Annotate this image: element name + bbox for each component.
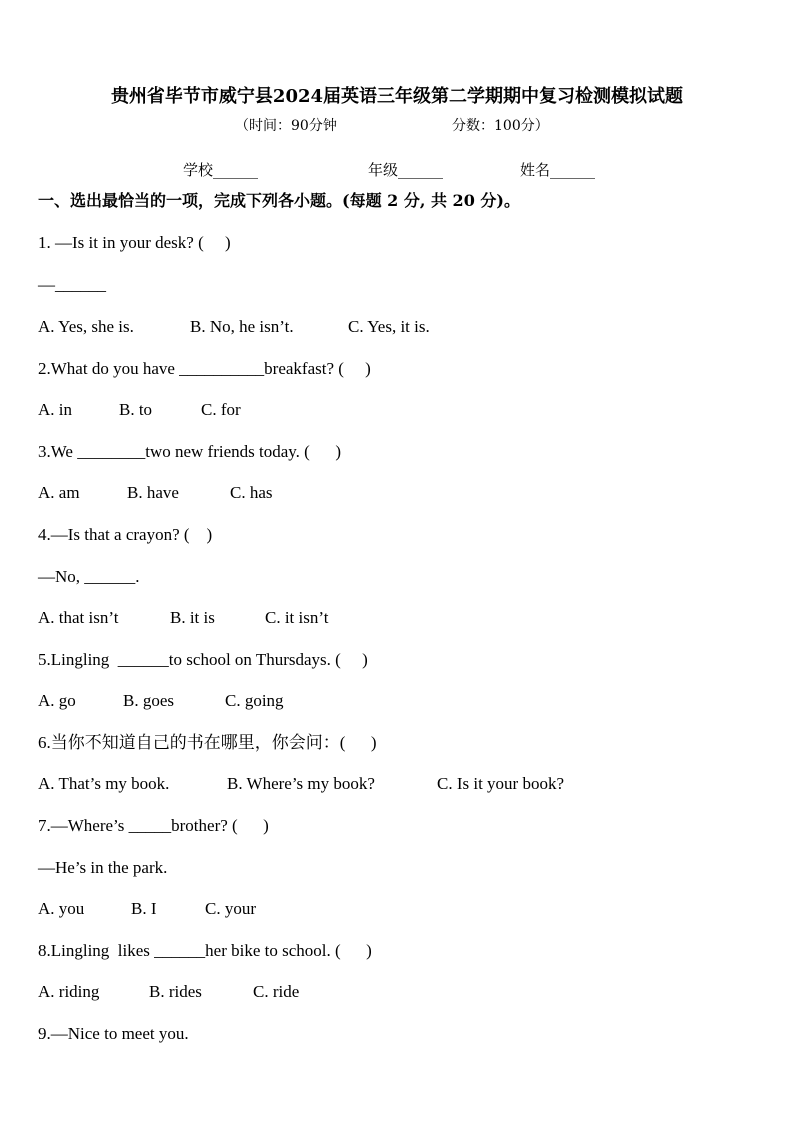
option-a: A. riding bbox=[38, 982, 100, 1001]
question-stem: 1. —Is it in your desk? ( ) bbox=[38, 233, 231, 252]
question-stem: 4.—Is that a crayon? ( ) bbox=[38, 525, 213, 544]
question-answer-line: —______ bbox=[38, 275, 106, 294]
option-c: C. ride bbox=[253, 982, 300, 1001]
option-b: B. have bbox=[127, 483, 179, 502]
option-a: A. that isn’t bbox=[38, 608, 119, 627]
option-b: B. rides bbox=[149, 982, 202, 1001]
option-b: B. goes bbox=[123, 691, 174, 710]
exam-title: 贵州省毕节市威宁县2024届英语三年级第二学期期中复习检测模拟试题 bbox=[110, 86, 684, 107]
option-c: C. going bbox=[225, 691, 284, 710]
option-c: C. your bbox=[205, 899, 256, 918]
option-c: C. Yes, it is. bbox=[348, 317, 430, 336]
option-a: A. you bbox=[38, 899, 85, 918]
option-c: C. it isn’t bbox=[265, 608, 329, 627]
question-stem: 8.Lingling likes ______her bike to school. ( ) bbox=[38, 941, 372, 960]
option-b: B. Where’s my book? bbox=[227, 774, 375, 793]
question-answer-line: —No, ______. bbox=[38, 567, 140, 586]
option-b: B. No, he isn’t. bbox=[190, 317, 294, 336]
option-a: A. Yes, she is. bbox=[38, 317, 134, 336]
option-c: C. has bbox=[230, 483, 273, 502]
option-a: A. That’s my book. bbox=[38, 774, 170, 793]
question-stem: 3.We ________two new friends today. ( ) bbox=[38, 442, 341, 461]
section-heading: 一、选出最恰当的一项，完成下列各小题。(每题 2 分, 共 20 分)。 bbox=[38, 191, 520, 210]
option-c: C. Is it your book? bbox=[437, 774, 565, 793]
question-stem: 2.What do you have __________breakfast? ( ) bbox=[38, 359, 371, 378]
option-b: B. to bbox=[119, 400, 153, 419]
name-field: 姓名______ bbox=[520, 161, 596, 179]
question-stem: 7.—Where’s _____brother? ( ) bbox=[38, 816, 269, 835]
school-field: 学校______ bbox=[183, 161, 259, 179]
question-answer-line: —He’s in the park. bbox=[38, 858, 168, 877]
option-a: A. go bbox=[38, 691, 76, 710]
exam-score: 分数：100分） bbox=[452, 118, 549, 134]
question-stem: 9.—Nice to meet you. bbox=[38, 1024, 189, 1043]
grade-field: 年级______ bbox=[368, 161, 444, 179]
option-a: A. in bbox=[38, 400, 72, 419]
option-c: C. for bbox=[201, 400, 241, 419]
option-b: B. it is bbox=[170, 608, 215, 627]
option-b: B. I bbox=[131, 899, 157, 918]
question-stem: 6.当你不知道自己的书在哪里，你会问：( ) bbox=[38, 733, 377, 752]
exam-time: （时间：90分钟 bbox=[235, 118, 337, 134]
question-stem: 5.Lingling ______to school on Thursdays. ( ) bbox=[38, 650, 368, 669]
option-a: A. am bbox=[38, 483, 80, 502]
